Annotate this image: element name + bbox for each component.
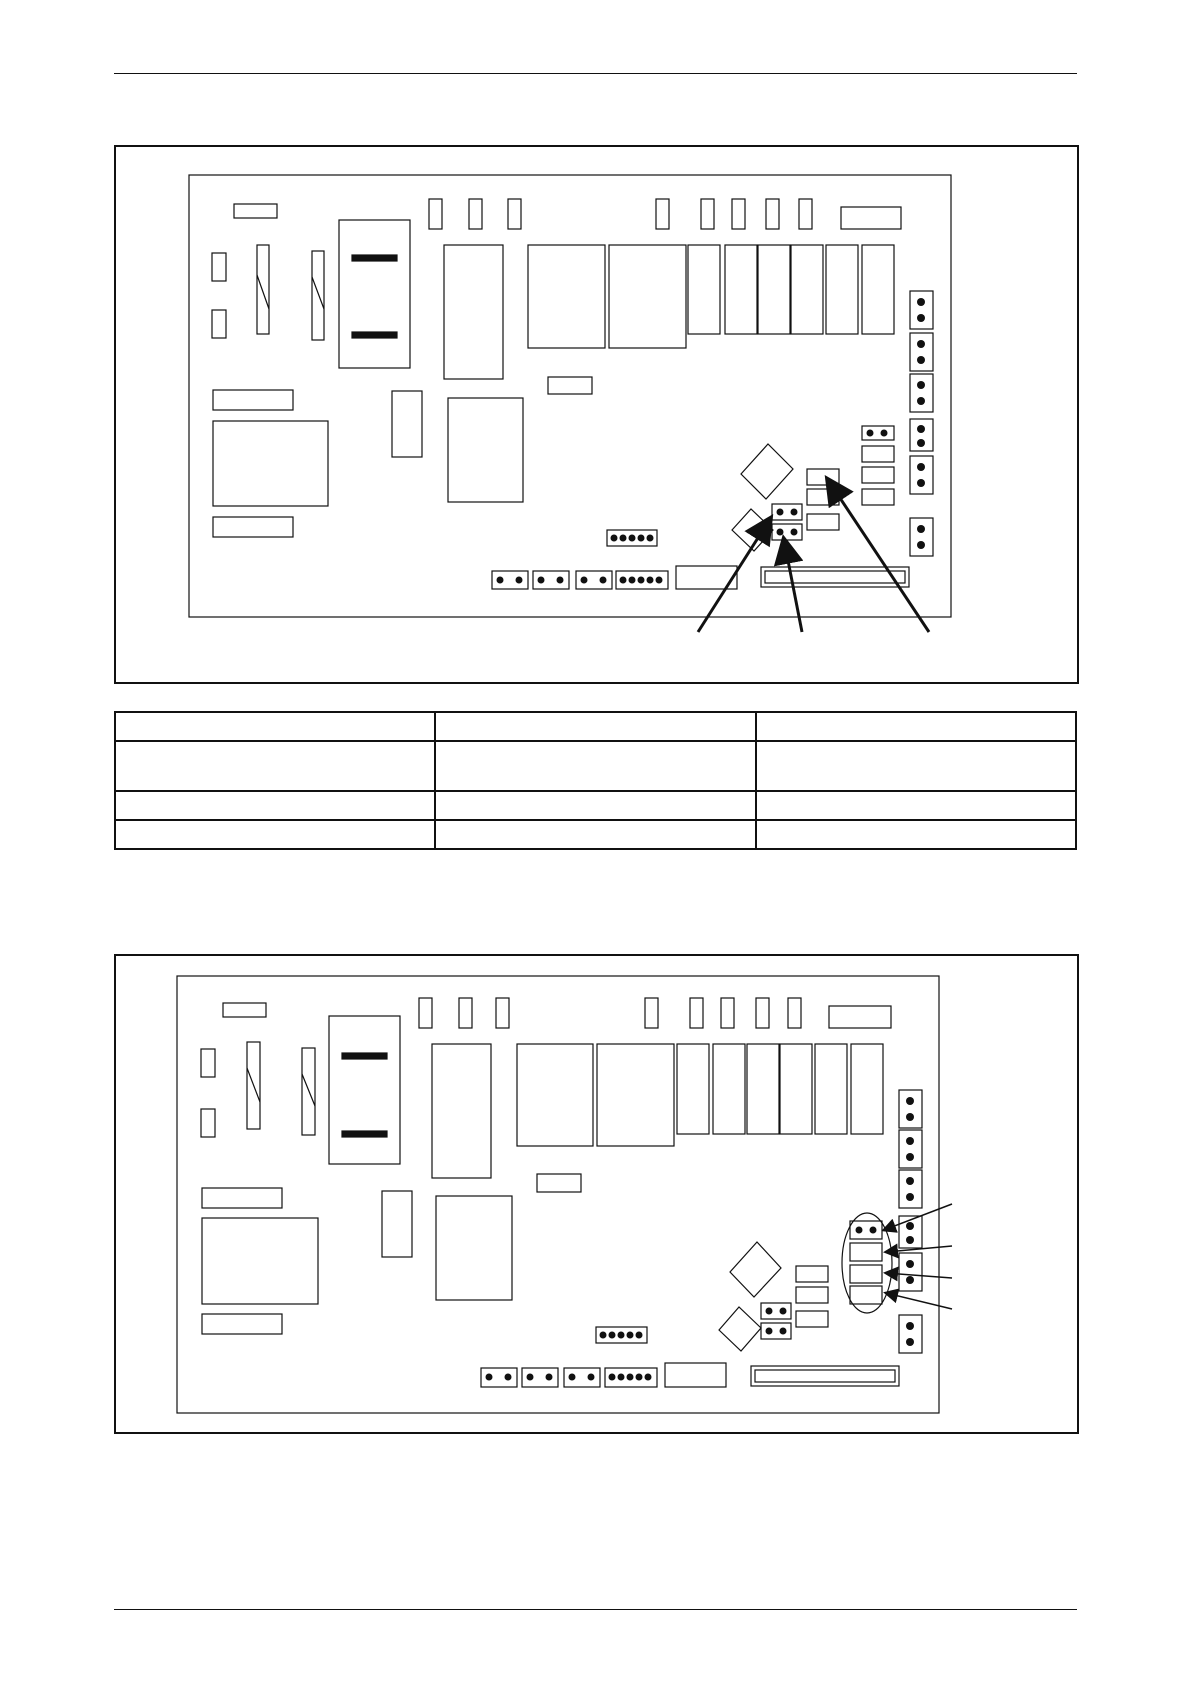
pcb-board-outline (189, 175, 951, 617)
table-cell (115, 820, 435, 849)
footer-rule (114, 1609, 1077, 1610)
table-cell (435, 741, 755, 791)
table-cell (115, 741, 435, 791)
table-cell (435, 712, 755, 741)
figure-1-pcb-drawing (116, 147, 1077, 682)
table-row (115, 791, 1076, 820)
table-cell (756, 820, 1076, 849)
label-box (234, 204, 277, 218)
header-rule (114, 73, 1077, 74)
table-cell (115, 712, 435, 741)
table-cell (756, 712, 1076, 741)
spec-table (114, 711, 1077, 850)
table-cell (756, 741, 1076, 791)
fuse (212, 310, 226, 338)
pcb-board-outline (177, 976, 939, 1413)
table-row (115, 712, 1076, 741)
dip-switch-highlight (842, 1213, 892, 1313)
figure-2-pcb-drawing (116, 956, 1077, 1432)
fuse (212, 253, 226, 281)
table-cell (115, 791, 435, 820)
resistor (312, 251, 324, 340)
resistor (257, 245, 269, 334)
figure-1-frame (114, 145, 1079, 684)
table-row (115, 741, 1076, 791)
table-cell (435, 791, 755, 820)
transformer (339, 220, 410, 368)
table-cell (756, 791, 1076, 820)
figure-2-frame (114, 954, 1079, 1434)
table-row (115, 820, 1076, 849)
table-cell (435, 820, 755, 849)
